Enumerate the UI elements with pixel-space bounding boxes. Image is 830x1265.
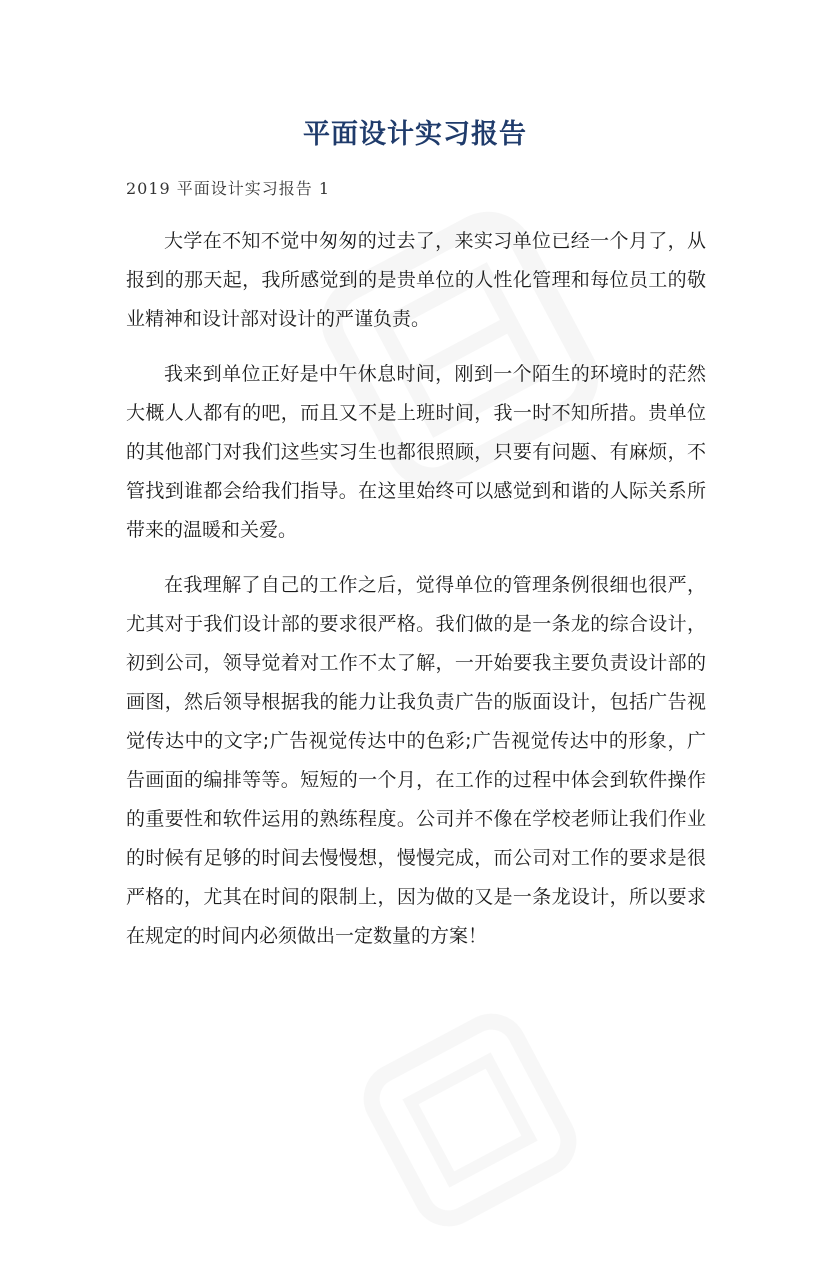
paragraph-3: 在我理解了自己的工作之后，觉得单位的管理条例很细也很严，尤其对于我们设计部的要求很严格。我们做的是一条龙的综合设计，初到公司，领导觉着对工作不太了解，一开始要我主要负责设计部的画图，然后领导根据我的能力让我负责广告的版面设计，包括广告视觉传达中的文字;广告视觉传达中的色彩;广告视觉传达中的形象，广告画面的编排等等。短短的一个月，在工作的过程中体会到软件操作的重要性和软件运用的熟练程度。公司并不像在学校老师让我们作业的时候有足够的时间去慢慢想，慢慢完成，而公司对工作的要求是很严格的，尤其在时间的限制上，因为做的又是一条龙设计，所以要求在规定的时间内必须做出一定数量的方案！ — [126, 574, 706, 947]
report-body — [126, 222, 706, 972]
paragraph-2: 我来到单位正好是中午休息时间，刚到一个陌生的环境时的茫然大概人人都有的吧，而且又不是上班时间，我一时不知所措。贵单位的其他部门对我们这些实习生也都很照顾，只要有问题、有麻烦，不管找到谁都会给我们指导。在这里始终可以感觉到和谐的人际关系所带来的温暖和关爱。 — [126, 363, 706, 541]
paragraph-1: 大学在不知不觉中匆匆的过去了，来实习单位已经一个月了，从报到的那天起，我所感觉到的是贵单位的人性化管理和每位员工的敬业精神和设计部对设计的严谨负责。 — [126, 230, 706, 330]
report-subtitle: 2019 平面设计实习报告 1 — [126, 179, 331, 198]
watermark-logo-icon — [317, 975, 623, 1264]
page-title: 平面设计实习报告 — [303, 119, 527, 150]
